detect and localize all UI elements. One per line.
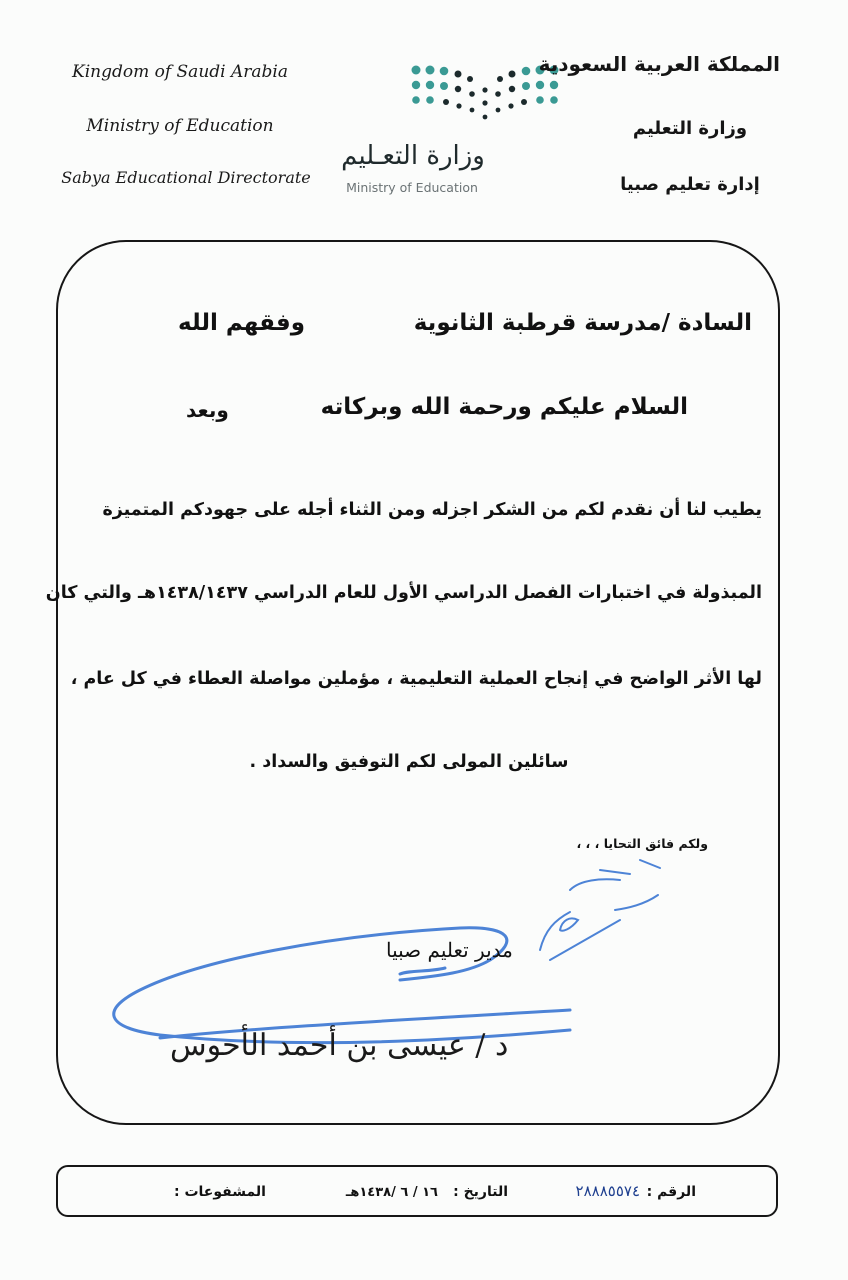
signatory-name: د / عيسى بن أحمد الأحوس [170, 1028, 509, 1063]
reference-number-label: الرقم : [646, 1184, 696, 1200]
ministry-logo-english-text: Ministry of Education [346, 180, 478, 195]
letterhead-arabic-ministry: وزارة التعليم [632, 118, 748, 139]
letterhead-english-kingdom: Kingdom of Saudi Arabia [72, 62, 288, 82]
ministry-logo-arabic-text: وزارة التعـليم [341, 141, 485, 171]
recipient-suffix: وفقهم الله [178, 310, 305, 336]
letterhead-arabic-directorate: إدارة تعليم صبيا [620, 174, 760, 195]
letterhead-english-directorate: Sabya Educational Directorate [61, 168, 311, 187]
reference-number-value: ٢٨٨٨٥٥٧٤ [575, 1182, 640, 1200]
ministry-logo-dots-icon [410, 64, 560, 124]
body-line-4: سائلين المولى لكم التوفيق والسداد . [249, 752, 569, 772]
greeting-line: السلام عليكم ورحمة الله وبركاته [320, 394, 688, 420]
attachments-label: المشفوعات : [174, 1184, 266, 1200]
letterhead-english-ministry: Ministry of Education [86, 116, 274, 136]
reference-date-value: ١٦ / ٦ /١٤٣٨هـ [345, 1185, 438, 1200]
closing-line: ولكم فائق التحايا ، ، ، [576, 836, 708, 851]
greeting-suffix: وبعد [186, 398, 229, 422]
signatory-title: مدير تعليم صبيا [386, 938, 513, 962]
reference-date-label: التاريخ : [453, 1184, 508, 1200]
body-line-1: يطيب لنا أن نقدم لكم من الشكر اجزله ومن الثناء أجله على جهودكم المتميزة [102, 500, 762, 520]
letterhead-arabic-kingdom: المملكة العربية السعودية [538, 52, 780, 76]
body-line-2: المبذولة في اختبارات الفصل الدراسي الأول للعام الدراسي ١٤٣٨/١٤٣٧هـ والتي كان [45, 583, 762, 603]
body-line-3: لها الأثر الواضح في إنجاح العملية التعليمية ، مؤملين مواصلة العطاء في كل عام ، [70, 669, 762, 689]
recipient-line: السادة /مدرسة قرطبة الثانوية [413, 310, 752, 336]
